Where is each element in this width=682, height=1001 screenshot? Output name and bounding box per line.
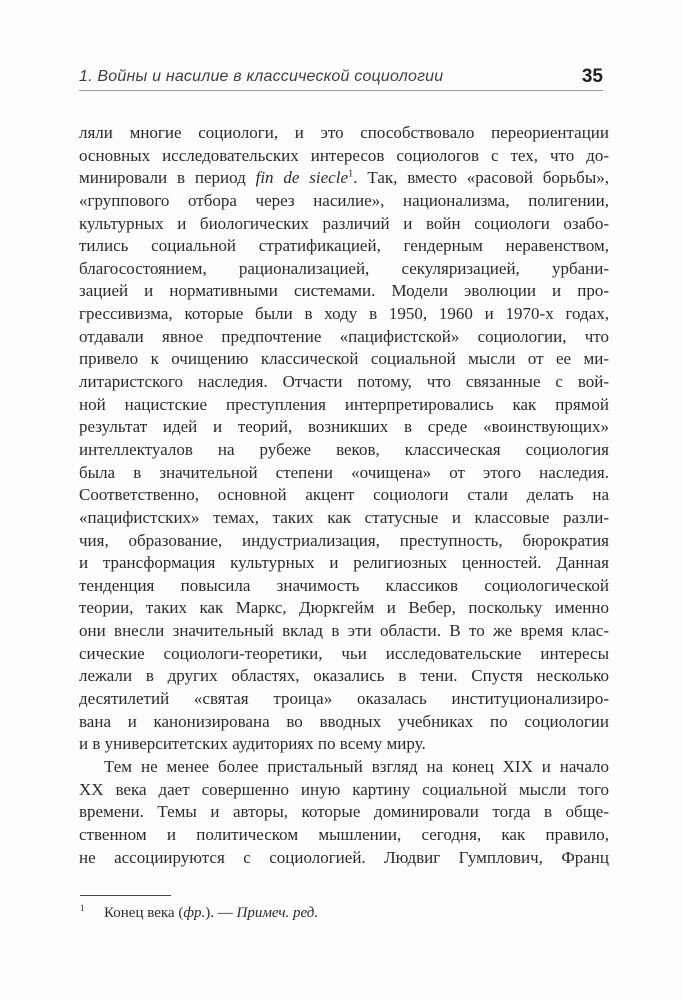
body-line: сические социологи-теоретики, чьи исследовательские интересы	[79, 643, 609, 663]
body-line: они внесли значительный вклад в эти области. В то же время клас-	[79, 621, 609, 641]
body-line: зацией и нормативными системами. Модели эволюции и про-	[79, 281, 609, 301]
body-line: и в университетских аудиториях по всему миру.	[79, 734, 426, 754]
body-line: тились социальной стратификацией, гендерным неравенством,	[79, 236, 609, 256]
page-number: 35	[581, 66, 603, 87]
body-line: грессивизма, которые были в ходу в 1950, 1960 и 1970-х годах,	[79, 304, 609, 324]
footnote-text: Конец века (фр.). — Примеч. ред.	[104, 905, 319, 921]
body-line: литаристского наследия. Отчасти потому, что связанные с вой-	[79, 372, 609, 392]
body-line: десятилетий «святая троица» оказалась институционализиро-	[79, 689, 609, 709]
body-text	[79, 122, 609, 869]
chapter-title: 1. Войны и насилие в классической социологии	[79, 68, 444, 85]
body-line: привело к очищению классической социальной мысли от ее ми-	[79, 349, 609, 369]
body-line: тенденция повысила значимость классиков социологической	[79, 575, 609, 595]
body-line: вана и канонизирована во вводных учебниках по социологии	[79, 711, 609, 731]
body-line: результат идей и теорий, возникших в среде «воинствующих»	[79, 417, 609, 437]
body-line: ственном и политическом мышлении, сегодня, как правило,	[79, 824, 609, 844]
body-line: Соответственно, основной акцент социологи стали делать на	[79, 485, 609, 505]
body-line: теории, таких как Маркс, Дюркгейм и Вебер, поскольку именно	[79, 598, 609, 618]
body-line: ляли многие социологи, и это способствовало переориентации	[79, 123, 609, 142]
body-line: «группового отбора через насилие», национализма, полигении,	[79, 190, 609, 210]
body-line: времени. Темы и авторы, которые доминировали тогда в обще-	[79, 802, 609, 822]
body-line: минировали в период fin de siecle$^1$. Так, вместо «расовой борьбы»,	[79, 168, 609, 188]
body-line: и трансформация культурных и религиозных ценностей. Данная	[79, 553, 609, 573]
body-line: чия, образование, индустриализация, преступность, бюрократия	[79, 530, 609, 550]
footnote: $^1$ Конец века (фр.). — Примеч. ред.	[80, 904, 319, 921]
body-line: культурных и биологических различий и войн социологи озабо-	[79, 213, 609, 233]
footnote-divider	[80, 895, 171, 896]
body-line: лежали в других областях, оказались в тени. Спустя несколько	[79, 666, 609, 686]
running-head	[79, 60, 603, 91]
body-line: основных исследовательских интересов социологов с тех, что до-	[79, 145, 609, 165]
body-line: не ассоциируются с социологией. Людвиг Гумплович, Франц	[79, 847, 609, 867]
body-line: Тем не менее более пристальный взгляд на конец XIX и начало	[104, 756, 609, 776]
body-line: отдавали явное предпочтение «пацифистской» социологии, что	[79, 326, 609, 346]
body-line: благосостоянием, рационализацией, секуляризацией, урбани-	[79, 258, 609, 278]
body-line: интеллектуалов на рубеже веков, классическая социология	[79, 439, 609, 459]
body-line: была в значительной степени «очищена» от этого наследия.	[79, 462, 609, 482]
body-line: XX века дает совершенно иную картину социальной мысли того	[79, 779, 609, 799]
body-line: «пацифистских» темах, таких как статусные и классовые разли-	[79, 507, 609, 527]
body-line: ной нацистские преступления интерпретировались как прямой	[79, 394, 609, 414]
